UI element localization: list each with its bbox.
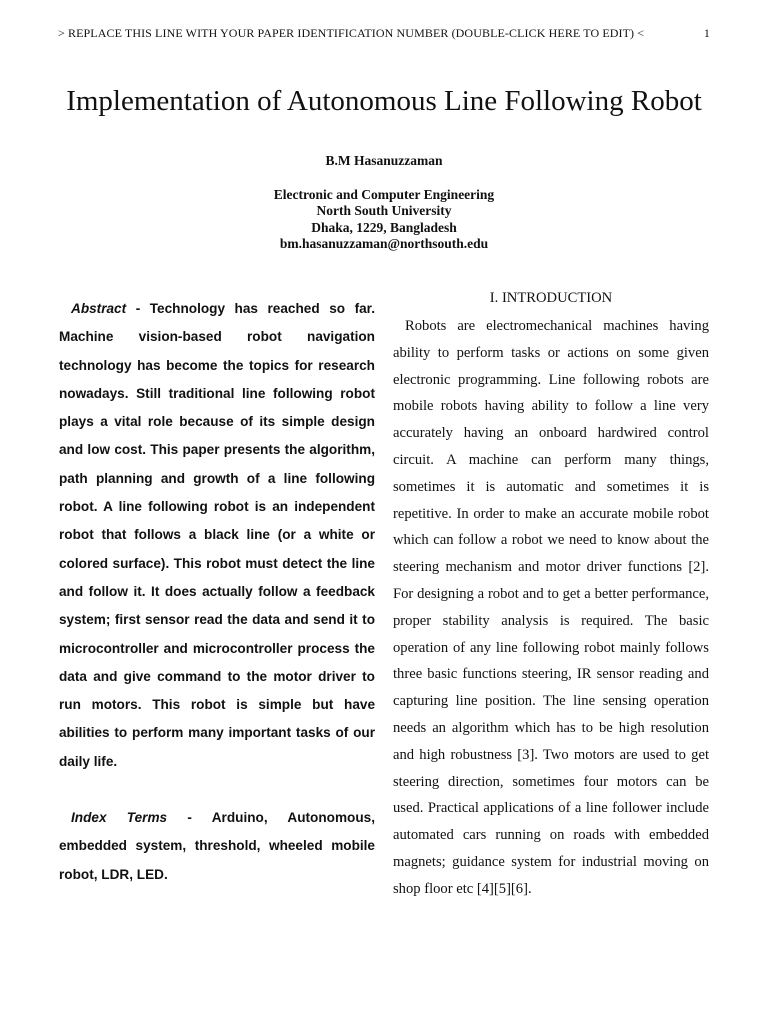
right-column <box>393 287 709 903</box>
author-university: North South University <box>316 203 452 218</box>
abstract-label: Abstract <box>71 301 127 316</box>
index-terms-paragraph <box>59 804 375 889</box>
abstract-text: - Technology has reached so far. Machine vision-based robot navigation technology has become the topics for research nowadays. Still traditional line following robot plays a vital role because of its simple design and low cost. This paper presents the algorithm, path planning and growth of a line following robot. A line following robot is an independent robot that follows a black line (or a white or colored surface). This robot must detect the line and follow it. It does actually follow a feedback system; first sensor read the data and send it to microcontroller and microcontroller process the data and give command to the motor driver to run motors. This robot is simple but have abilities to perform many important tasks of our daily life. <box>59 301 375 769</box>
author-email: bm.hasanuzzaman@northsouth.edu <box>279 236 489 251</box>
index-terms-label: Index Terms <box>71 810 168 826</box>
section-heading-introduction: I. INTRODUCTION <box>489 290 613 306</box>
paper-title: Implementation of Autonomous Line Following Robot <box>66 85 702 117</box>
introduction-paragraph: Robots are electromechanical machines having ability to perform tasks or actions on some given electronic programming. Line following robots are mobile robots having ability to follow a line very accurately having an onboard hardwired control circuit. A machine can perform many things, sometimes it is automatic and sometimes it is repetitive. In order to make an accurate mobile robot which can follow a robot we need to know about the steering mechanism and motor driver functions [2]. For designing a robot and to get a better performance, proper stability analysis is required. The basic operation of any line following robot mainly follows three basic functions steering, IR sensor reading and capturing line position. The line sensing operation needs an algorithm which has to be high resolution and high robustness [3]. Two motors are used to get steering direction, sometimes four motors can be used. Practical applications of a line follower include automated cars running on roads with embedded magnets; guidance system for industrial moving on shop floor etc [4][5][6]. <box>393 318 709 897</box>
running-head <box>58 26 710 41</box>
page-number: 1 <box>703 26 710 40</box>
running-head-text: > REPLACE THIS LINE WITH YOUR PAPER IDENTIFICATION NUMBER (DOUBLE-CLICK HERE TO EDIT) < <box>58 26 645 40</box>
abstract-paragraph <box>59 295 375 776</box>
index-terms-text: - Arduino, Autonomous, embedded system, threshold, wheeled mobile robot, LDR, LED. <box>59 810 376 882</box>
left-column <box>59 295 375 889</box>
author-name: B.M Hasanuzzaman <box>325 153 443 168</box>
author-spacer <box>60 170 708 187</box>
author-block <box>60 153 708 253</box>
author-department: Electronic and Computer Engineering <box>273 186 495 202</box>
author-address: Dhaka, 1229, Bangladesh <box>311 219 457 235</box>
